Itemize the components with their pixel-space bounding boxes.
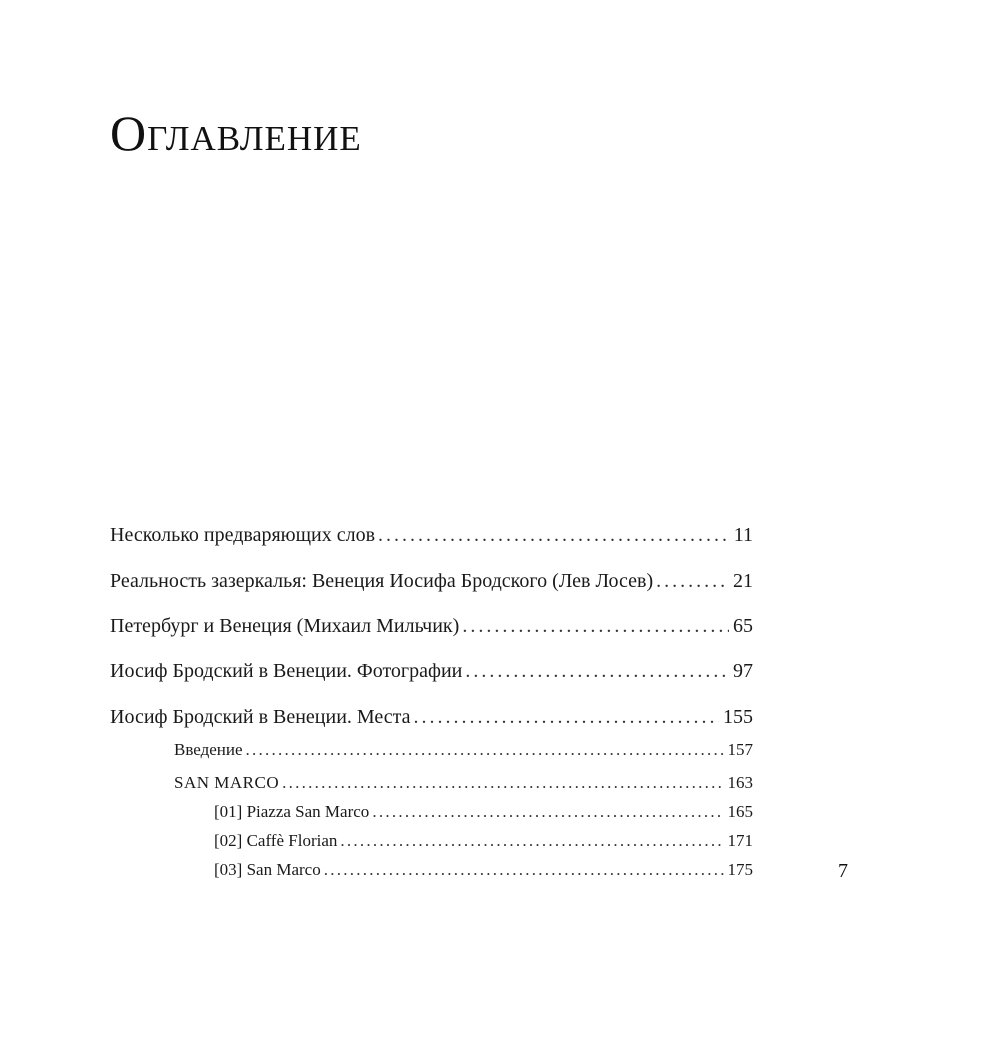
- toc-entry-title: Петербург и Венеция (Михаил Мильчик): [110, 615, 460, 637]
- toc-entry[interactable]: [110, 525, 753, 545]
- dot-leader: [462, 616, 729, 636]
- toc-entry[interactable]: [174, 741, 753, 758]
- toc-entry[interactable]: [174, 774, 753, 791]
- toc-entry-page: 11: [733, 524, 753, 546]
- toc-entry[interactable]: [214, 803, 753, 820]
- dot-leader: [465, 661, 729, 681]
- page-title: Оглавление: [110, 105, 362, 161]
- toc-entry-page: 163: [727, 773, 753, 792]
- toc-entry-title: Введение: [174, 740, 243, 759]
- page-number: 7: [838, 860, 848, 882]
- toc-entry-title: Несколько предваряющих слов: [110, 524, 376, 546]
- toc-entry[interactable]: [214, 861, 753, 878]
- dot-leader: [324, 861, 724, 878]
- dot-leader: [340, 832, 723, 849]
- toc-entry-title: [02] Caffè Florian: [214, 831, 338, 850]
- dot-leader: [372, 803, 723, 820]
- toc-entry-page: 175: [727, 860, 753, 879]
- toc-entry-page: 65: [733, 615, 753, 637]
- toc-entry[interactable]: [214, 832, 753, 849]
- toc-entry[interactable]: [110, 616, 753, 636]
- dot-leader: [246, 741, 724, 758]
- toc-entry[interactable]: [110, 571, 753, 591]
- dot-leader: [378, 525, 730, 545]
- toc-entry-page: 21: [733, 570, 753, 592]
- toc-entry-page: 155: [723, 706, 753, 728]
- dot-leader: [414, 707, 719, 727]
- toc-entry-page: 165: [727, 802, 753, 821]
- toc-entry-title: Иосиф Бродский в Венеции. Места: [110, 706, 411, 728]
- toc-entry-title: SAN MARCO: [174, 773, 280, 792]
- dot-leader: [656, 571, 729, 591]
- dot-leader: [282, 774, 723, 791]
- toc-entry-title: Иосиф Бродский в Венеции. Фотографии: [110, 660, 463, 682]
- toc-entry-page: 171: [727, 831, 753, 850]
- toc-entry-page: 157: [727, 740, 753, 759]
- toc-entry-title: Реальность зазеркалья: Венеция Иосифа Бродского (Лев Лосев): [110, 570, 654, 592]
- toc-entry-title: [01] Piazza San Marco: [214, 802, 370, 821]
- toc-entry[interactable]: [110, 661, 753, 681]
- toc-entry-page: 97: [733, 660, 753, 682]
- toc-entry-title: [03] San Marco: [214, 860, 321, 879]
- toc-entry[interactable]: [110, 707, 753, 727]
